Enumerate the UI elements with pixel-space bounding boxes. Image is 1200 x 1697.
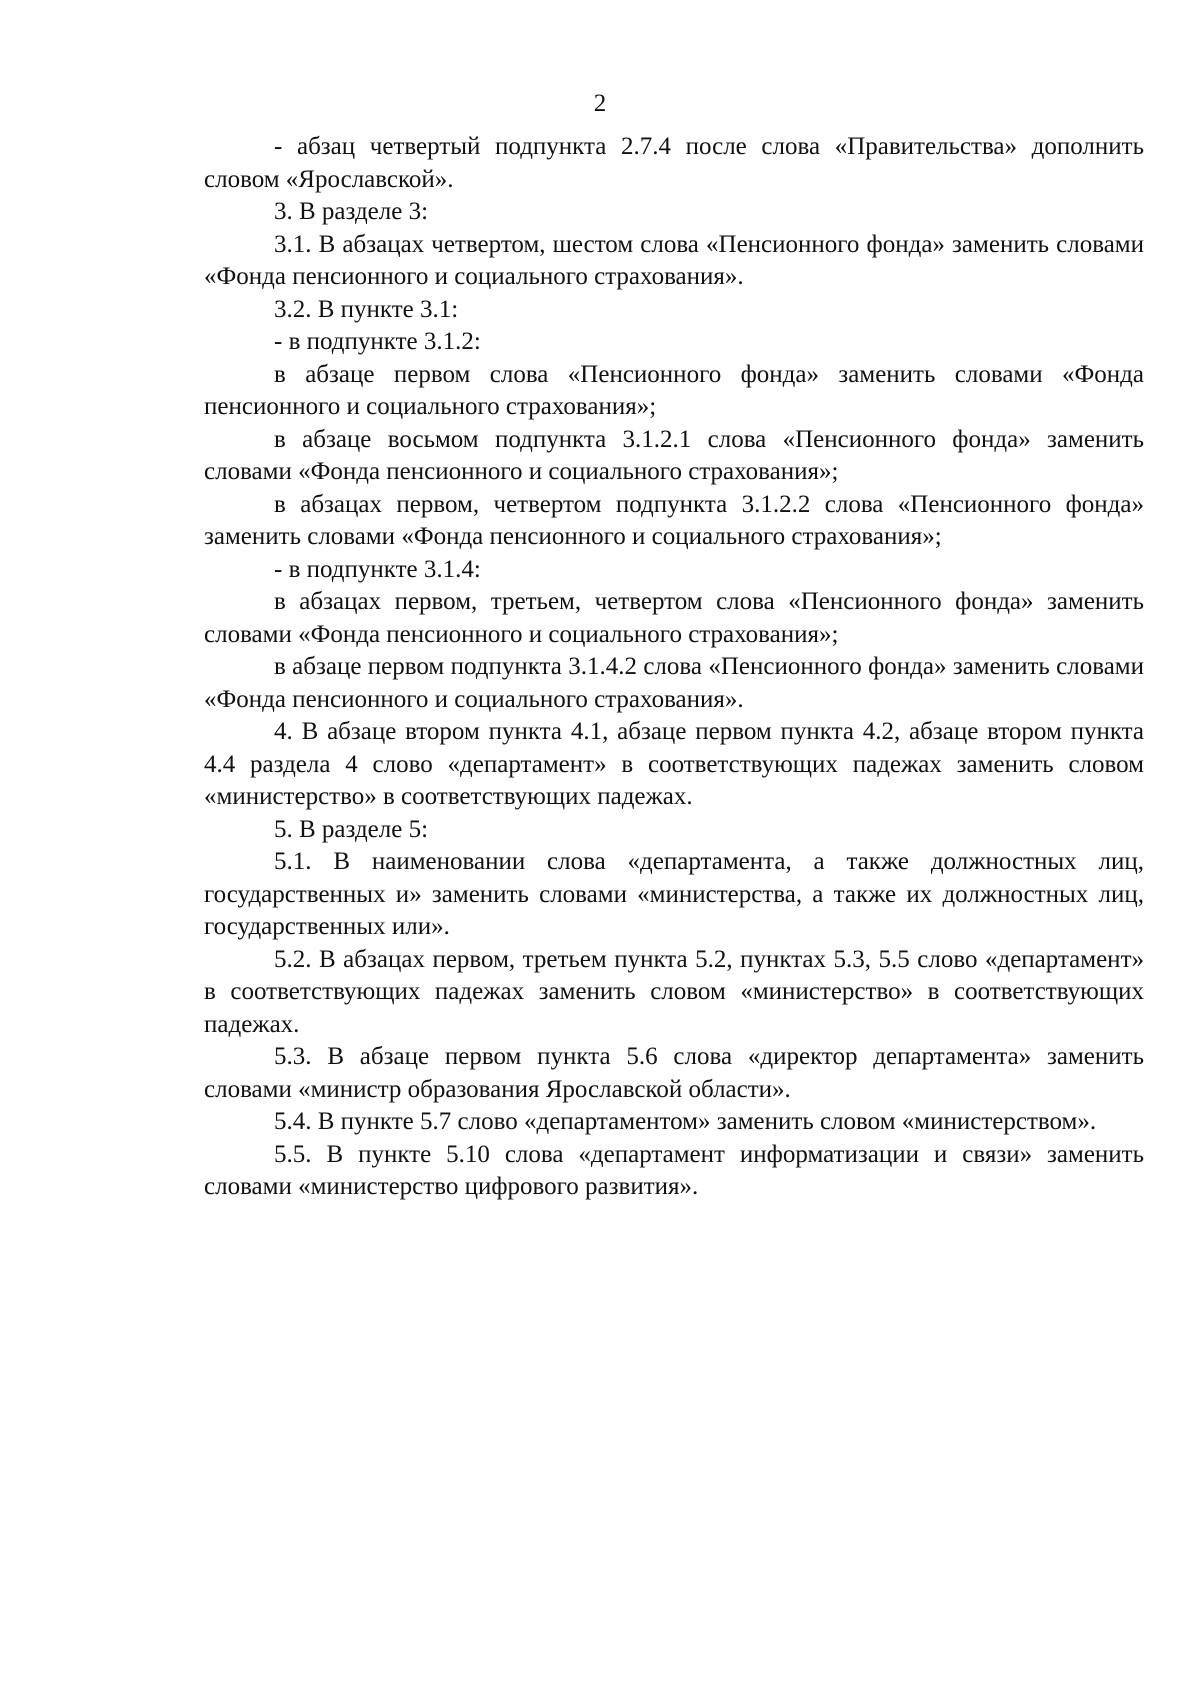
paragraph-3-1-4-2: в абзаце первом подпункта 3.1.4.2 слова «Пенсионного фонда» заменить словами «Фонда пенсионного и социального страхования». <box>204 653 1144 713</box>
paragraph-5-1: 5.1. В наименовании слова «департамента, а также должностных лиц, государственных и» заменить словами «министерства, а также их должностных лиц, государственных или». <box>204 848 1144 940</box>
paragraph-3-1-4-first: в абзацах первом, третьем, четвертом слова «Пенсионного фонда» заменить словами «Фонда пенсионного и социального страхования»; <box>204 588 1144 648</box>
paragraph-section-4: 4. В абзаце втором пункта 4.1, абзаце первом пункта 4.2, абзаце втором пункта 4.4 раздела 4 слово «департамент» в соответствующих падежах заменить словом «министерство» в соответствующих падежах. <box>204 718 1144 810</box>
paragraph-amendment-2-7-4: - абзац четвертый подпункта 2.7.4 после слова «Правительства» дополнить словом «Ярославской». <box>204 133 1144 193</box>
paragraph-section-5-heading: 5. В разделе 5: <box>274 815 429 843</box>
paragraph-subitem-3-1-4: - в подпункте 3.1.4: <box>274 555 481 583</box>
document-body <box>204 131 1144 1204</box>
paragraph-3-2-heading: 3.2. В пункте 3.1: <box>274 295 459 323</box>
paragraph-3-1: 3.1. В абзацах четвертом, шестом слова «Пенсионного фонда» заменить словами «Фонда пенсионного и социального страхования». <box>204 230 1144 290</box>
paragraph-5-5: 5.5. В пункте 5.10 слова «департамент информатизации и связи» заменить словами «министерство цифрового развития». <box>204 1140 1144 1200</box>
paragraph-5-3: 5.3. В абзаце первом пункта 5.6 слова «директор департамента» заменить словами «министр образования Ярославской области». <box>204 1043 1144 1103</box>
paragraph-section-3-heading: 3. В разделе 3: <box>274 198 429 225</box>
paragraph-5-2: 5.2. В абзацах первом, третьем пункта 5.2, пунктах 5.3, 5.5 слово «департамент» в соответствующих падежах заменить словом «министерство» в соответствующих падежах. <box>204 945 1144 1038</box>
paragraph-subitem-3-1-2: - в подпункте 3.1.2: <box>274 328 481 355</box>
paragraph-3-1-2-2: в абзацах первом, четвертом подпункта 3.1.2.2 слова «Пенсионного фонда» заменить словами «Фонда пенсионного и социального страхования»; <box>204 490 1144 550</box>
paragraph-5-4: 5.4. В пункте 5.7 слово «департаментом» заменить словом «министерством». <box>274 1108 1097 1135</box>
paragraph-3-1-2-1: в абзаце восьмом подпункта 3.1.2.1 слова «Пенсионного фонда» заменить словами «Фонда пенсионного и социального страхования»; <box>204 425 1144 485</box>
page-number: 2 <box>593 90 607 117</box>
paragraph-3-1-2-first: в абзаце первом слова «Пенсионного фонда» заменить словами «Фонда пенсионного и социального страхования»; <box>204 360 1144 420</box>
